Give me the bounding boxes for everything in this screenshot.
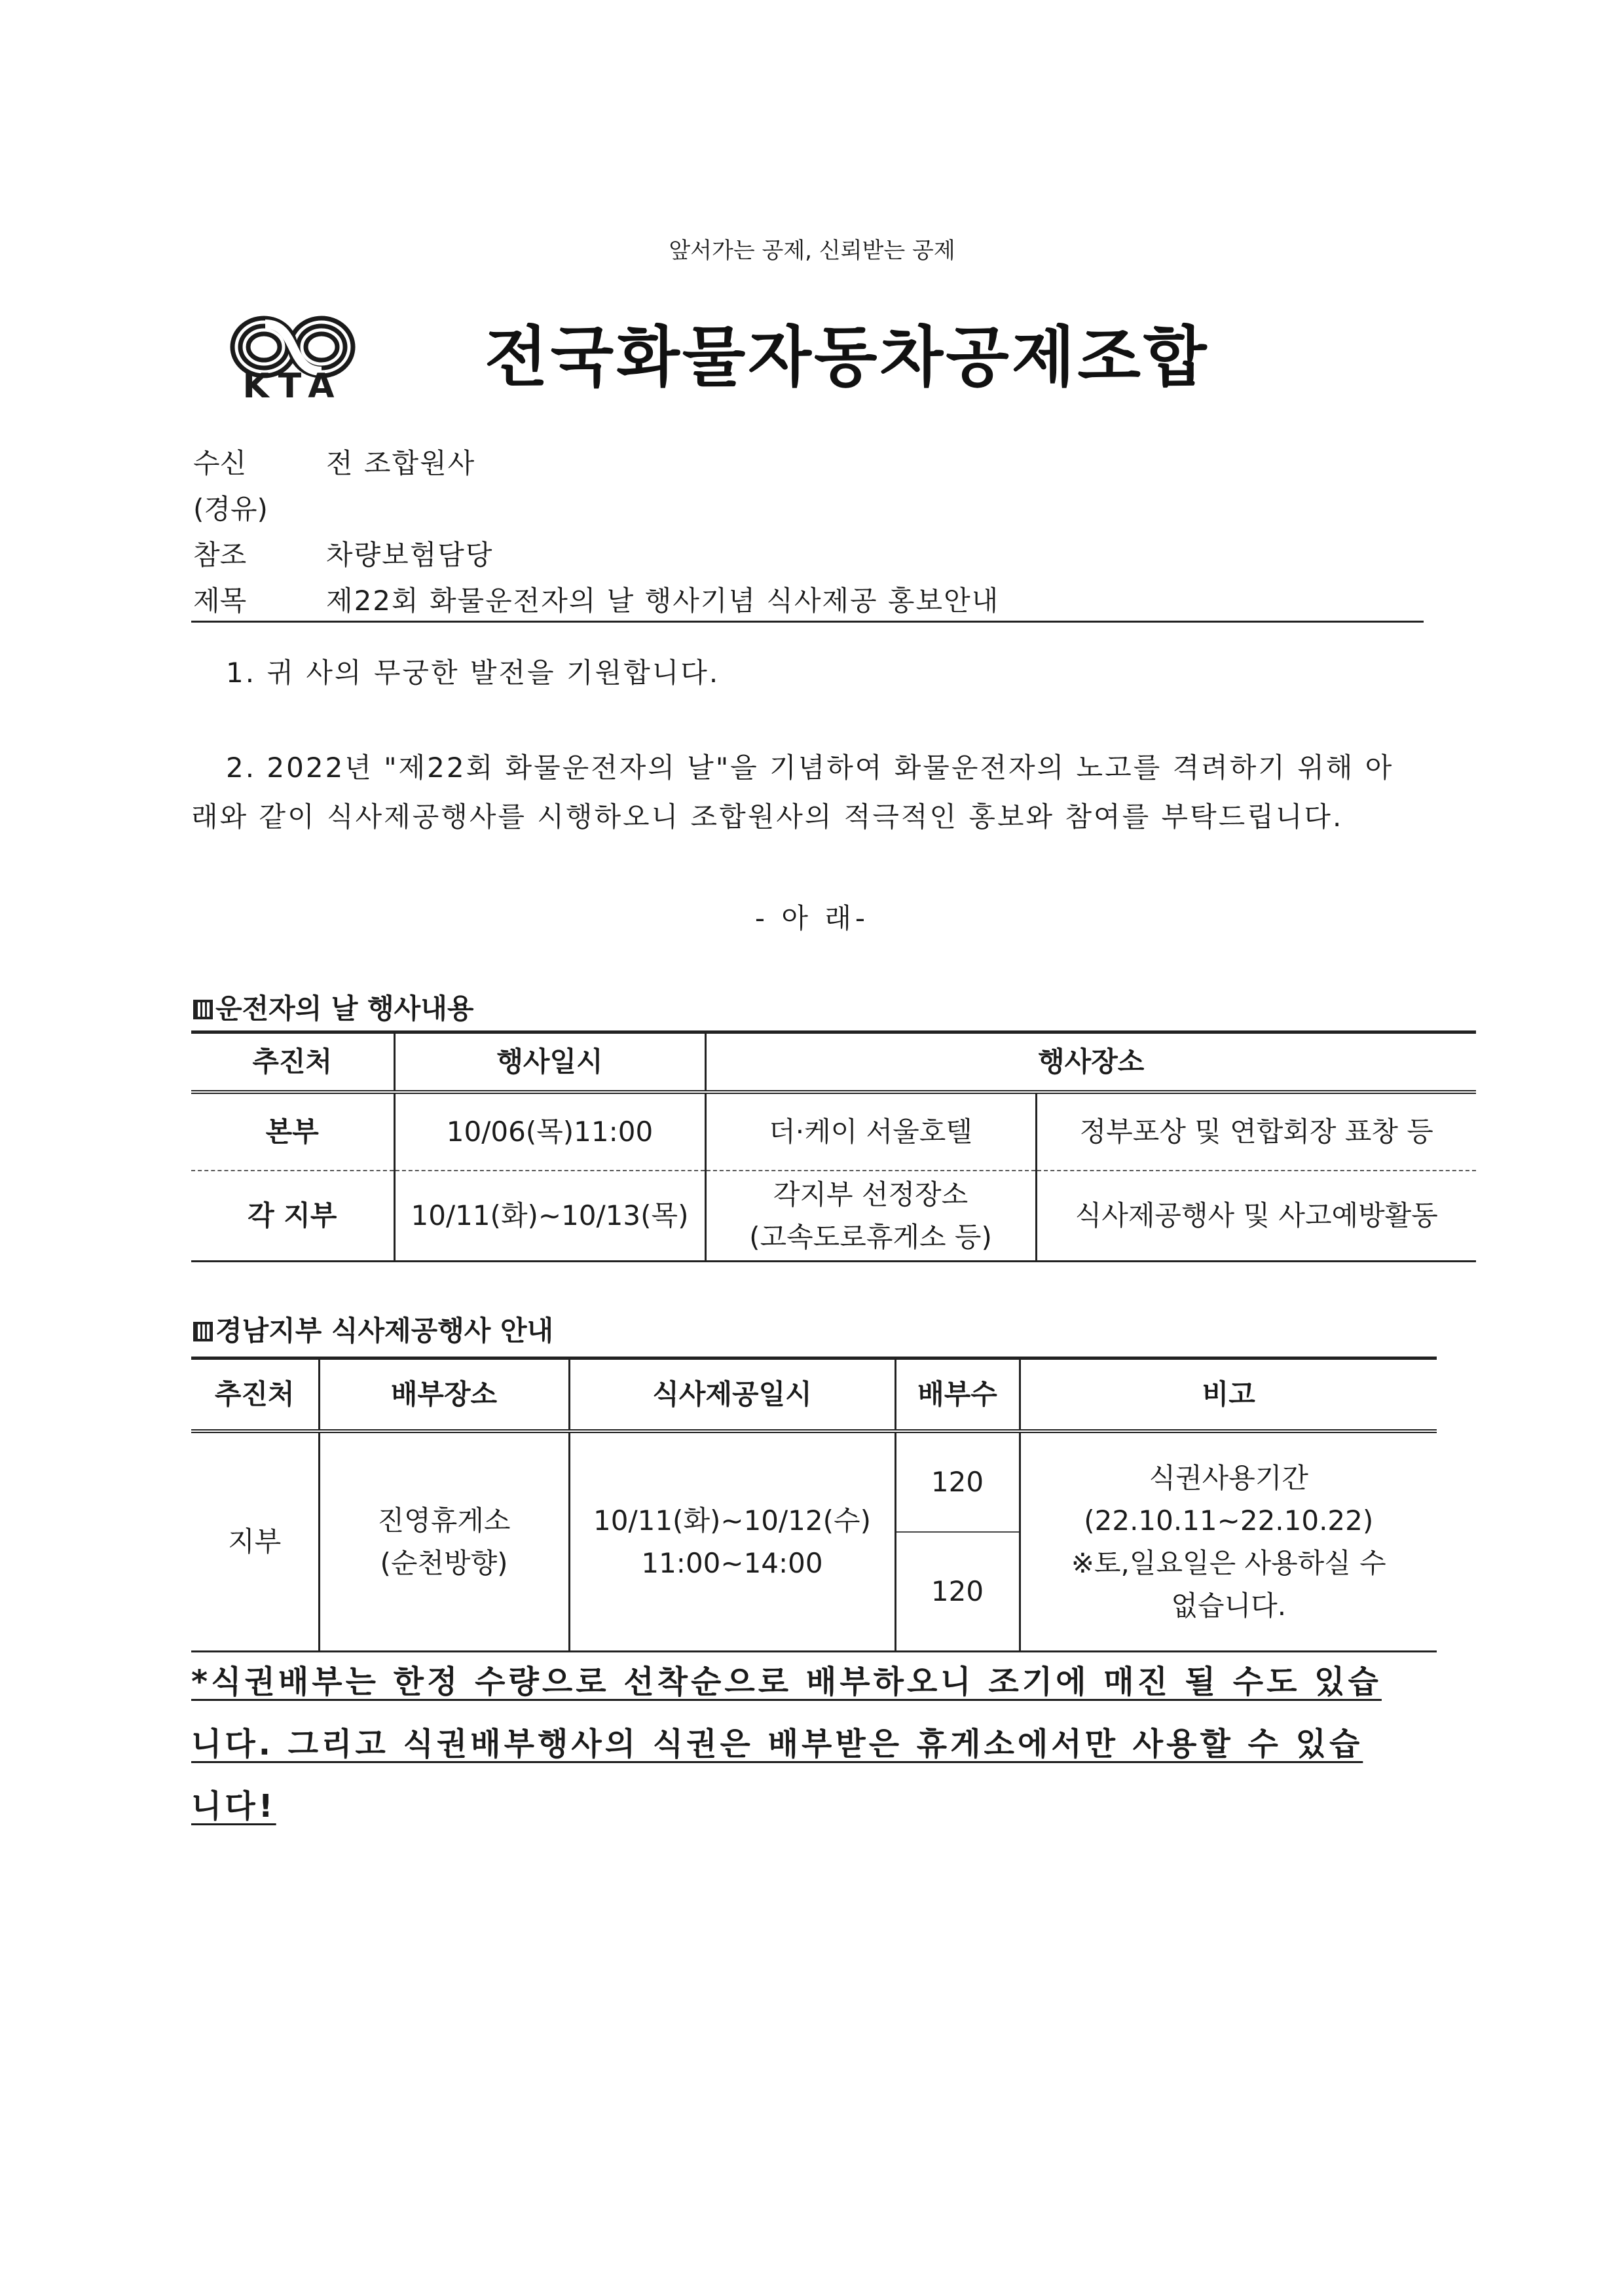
notice-line-1: *식권배부는 한정 수량으로 선착순으로 배부하오니 조기에 매진 될 수도 있습 bbox=[191, 1664, 1382, 1700]
col-header-place: 배부장소 bbox=[319, 1358, 569, 1432]
row-org: 본부 bbox=[191, 1092, 394, 1171]
header-divider bbox=[191, 621, 1424, 623]
logo-text: KTA bbox=[242, 367, 344, 406]
reference-label: 참조 bbox=[193, 539, 247, 571]
row-date: 10/06(목)11:00 bbox=[394, 1092, 705, 1171]
slogan: 앞서가는 공제, 신뢰받는 공제 bbox=[669, 238, 955, 264]
col-header-date: 식사제공일시 bbox=[569, 1358, 895, 1432]
row-note: 식사제공행사 및 사고예방활동 bbox=[1036, 1171, 1476, 1262]
row-date: 10/11(화)~10/13(목) bbox=[394, 1171, 705, 1262]
table-row bbox=[191, 1092, 1476, 1171]
square-bullet-icon bbox=[193, 1322, 213, 1341]
col-header-org: 추진처 bbox=[191, 1032, 394, 1093]
row-note: 정부포상 및 연합회장 표창 등 bbox=[1036, 1092, 1476, 1171]
table-row bbox=[191, 1171, 1476, 1262]
col-header-note: 비고 bbox=[1020, 1358, 1437, 1432]
paragraph-1: 1. 귀 사의 무궁한 발전을 기원합니다. bbox=[226, 657, 720, 689]
col-header-count: 배부수 bbox=[895, 1358, 1020, 1432]
paragraph-2-line-2: 래와 같이 식사제공행사를 시행하오니 조합원사의 적극적인 홍보와 참여를 부탁드립니다. bbox=[191, 801, 1344, 833]
row-place: 진영휴게소 (순천방향) bbox=[319, 1431, 569, 1652]
row-count-1: 120 bbox=[895, 1431, 1020, 1532]
notice-line-2: 니다. 그리고 식권배부행사의 식권은 배부받은 휴게소에서만 사용할 수 있습 bbox=[191, 1726, 1363, 1762]
row-count-2: 120 bbox=[895, 1532, 1020, 1652]
row-note: 식권사용기간 (22.10.11~22.10.22) ※토,일요일은 사용하실 수 없습니다. bbox=[1020, 1431, 1437, 1652]
square-bullet-icon bbox=[193, 1000, 213, 1019]
recipient-value: 전 조합원사 bbox=[326, 447, 476, 479]
organization-name: 전국화물자동차공제조합 bbox=[485, 319, 1209, 395]
col-header-org: 추진처 bbox=[191, 1358, 319, 1432]
col-header-date: 행사일시 bbox=[394, 1032, 705, 1093]
row-place: 더·케이 서울호텔 bbox=[705, 1092, 1036, 1171]
col-header-place: 행사장소 bbox=[705, 1032, 1476, 1093]
event-schedule-table bbox=[191, 1030, 1476, 1262]
row-org: 지부 bbox=[191, 1431, 319, 1652]
via-label: (경유) bbox=[193, 493, 268, 525]
notice-line-3: 니다! bbox=[191, 1788, 276, 1825]
below-heading: - 아 래- bbox=[754, 902, 870, 934]
paragraph-2-line-1: 2. 2022년 "제22회 화물운전자의 날"을 기념하여 화물운전자의 노고를 격려하기 위해 아 bbox=[226, 752, 1394, 784]
subject-label: 제목 bbox=[193, 585, 247, 617]
row-place: 각지부 선정장소 (고속도로휴게소 등) bbox=[705, 1171, 1036, 1262]
subject-value: 제22회 화물운전자의 날 행사기념 식사제공 홍보안내 bbox=[326, 585, 1000, 617]
row-org: 각 지부 bbox=[191, 1171, 394, 1262]
section-2-title: 경남지부 식사제공행사 안내 bbox=[193, 1309, 553, 1349]
row-date: 10/11(화)~10/12(수) 11:00~14:00 bbox=[569, 1431, 895, 1652]
table-row bbox=[191, 1431, 1437, 1532]
reference-value: 차량보험담당 bbox=[326, 539, 494, 571]
section-1-title: 운전자의 날 행사내용 bbox=[193, 987, 473, 1027]
recipient-label: 수신 bbox=[193, 447, 247, 479]
meal-distribution-table bbox=[191, 1357, 1437, 1652]
